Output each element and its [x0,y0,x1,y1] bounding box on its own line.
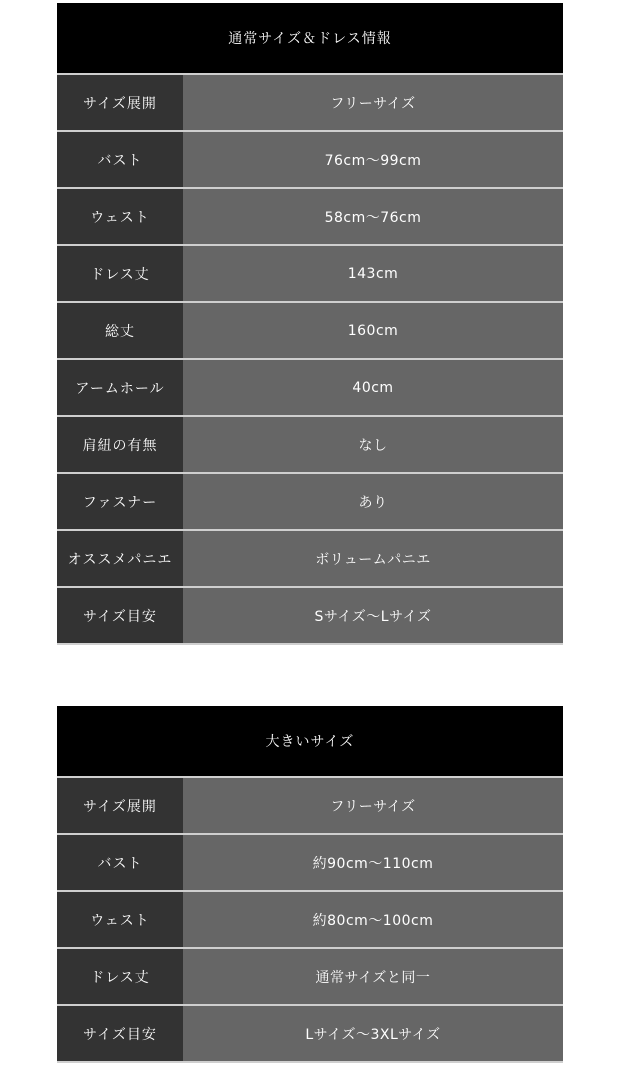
row-label-dress-length: ドレス丈 [57,246,183,301]
row-value-zipper: あり [183,474,563,529]
normal-size-table [57,3,563,645]
row-value-dress-length: 143cm [183,246,563,301]
row-label-shoulder-strap: 肩紐の有無 [57,417,183,472]
row-value-bust: 76cm〜99cm [183,132,563,187]
row-label-size-range: サイズ展開 [57,75,183,130]
row-value-recommended-pannier: ボリュームパニエ [183,531,563,586]
table-row [57,474,563,531]
row-label-zipper: ファスナー [57,474,183,529]
normal-size-table-title: 通常サイズ＆ドレス情報 [57,3,563,75]
row-label-size-guide: サイズ目安 [57,588,183,643]
row-label-total-length: 総丈 [57,303,183,358]
row-label-recommended-pannier: オススメパニエ [57,531,183,586]
row-value-dress-length: 通常サイズと同一 [183,949,563,1004]
row-label-dress-length: ドレス丈 [57,949,183,1004]
table-row [57,303,563,360]
row-label-bust: バスト [57,835,183,890]
row-label-bust: バスト [57,132,183,187]
row-value-waist: 58cm〜76cm [183,189,563,244]
row-value-size-range: フリーサイズ [183,778,563,833]
row-value-size-guide: Sサイズ〜Lサイズ [183,588,563,643]
row-label-waist: ウェスト [57,892,183,947]
table-row [57,132,563,189]
table-row [57,588,563,645]
table-row [57,360,563,417]
table-row [57,949,563,1006]
row-label-waist: ウェスト [57,189,183,244]
row-label-size-range: サイズ展開 [57,778,183,833]
table-row [57,75,563,132]
row-value-waist: 約80cm〜100cm [183,892,563,947]
row-value-total-length: 160cm [183,303,563,358]
table-row [57,531,563,588]
row-value-bust: 約90cm〜110cm [183,835,563,890]
table-row [57,246,563,303]
row-label-size-guide: サイズ目安 [57,1006,183,1061]
row-value-armhole: 40cm [183,360,563,415]
large-size-table [57,706,563,1063]
table-row [57,892,563,949]
row-value-shoulder-strap: なし [183,417,563,472]
table-row [57,1006,563,1063]
table-row [57,189,563,246]
row-value-size-range: フリーサイズ [183,75,563,130]
row-value-size-guide: Lサイズ〜3XLサイズ [183,1006,563,1061]
table-row [57,417,563,474]
table-row [57,778,563,835]
row-label-armhole: アームホール [57,360,183,415]
table-row [57,835,563,892]
large-size-table-title: 大きいサイズ [57,706,563,778]
